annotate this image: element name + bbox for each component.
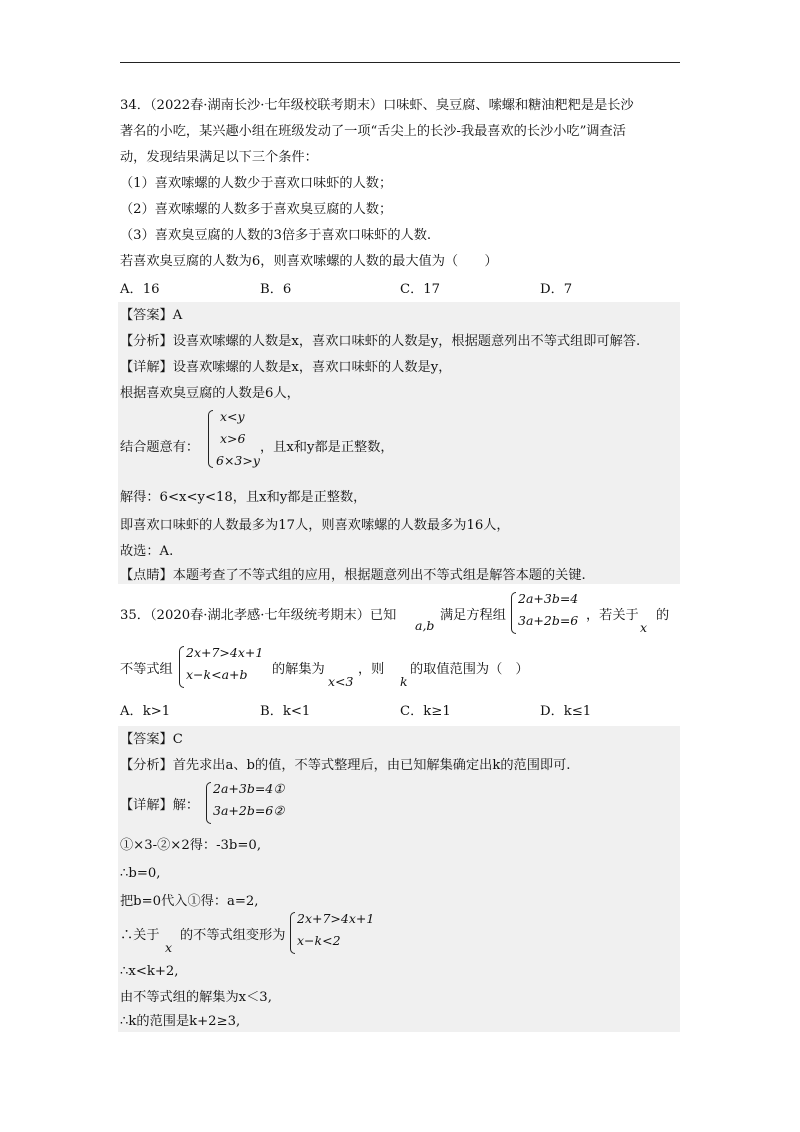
q35-line2-c: ，则 [358,662,385,677]
q35-answer: 【答案】C [120,732,183,747]
q35-step2: ∴b=0, [120,866,161,881]
q35-stem-b: 满足方程组 [440,608,506,623]
q34-system-row2: x>6 [220,431,246,446]
q35-system2-row1: 2x+7>4x+1 [186,645,264,660]
q35-step3: 把b=0代入①得：a=2, [120,894,259,909]
q35-solution-set: x<3 [328,674,354,689]
q35-system3-row2: 3a+2b=6② [213,803,285,818]
q34-condition-1: （1）喜欢嗦螺的人数少于喜欢口味虾的人数； [120,176,393,191]
q35-stem-d: 的 [656,608,670,623]
q34-option-a: A．16 [120,282,160,297]
q35-option-a: A．k>1 [120,704,171,719]
q35-analysis: 【分析】首先求出a、b的值，不等式整理后，由已知解集确定出k的范围即可. [120,758,571,773]
q35-system1-row1: 2a+3b=4 [518,591,579,606]
q35-system4-row2: x−k<2 [297,933,341,948]
q35-step7: ∴k的范围是k+2≥3, [120,1014,241,1029]
q34-solve: 解得：6<x<y<18，且x和y都是正整数， [120,490,367,505]
q35-x1: x [640,620,648,635]
q34-detail-line1: 【详解】设喜欢嗦螺的人数是x，喜欢口味虾的人数是y， [120,360,452,375]
q35-detail-label: 【详解】解： [120,798,200,813]
q35-line2-b: 的解集为 [272,662,325,677]
q35-line2-a: 不等式组 [120,662,173,677]
q34-stem-line2: 著名的小吃，某兴趣小组在班级发动了一项“舌尖上的长沙-我最喜欢的长沙小吃”调查活 [120,124,626,139]
q34-choose: 故选：A. [120,544,174,559]
q35-step1: ①×3-②×2得：-3b=0, [120,838,262,853]
q34-answer: 【答案】A [120,308,183,323]
q34-stem-line3: 动，发现结果满足以下三个条件： [120,150,318,165]
q35-step4-b: 的不等式组变形为 [180,928,286,943]
q35-option-c: C．k≥1 [400,704,451,719]
q34-analysis: 【分析】设喜欢嗦螺的人数是x，喜欢口味虾的人数是y，根据题意列出不等式组即可解答. [120,334,641,349]
q35-system2-brace [179,646,184,688]
q35-system3-brace [206,782,211,824]
q35-stem-a: 35．（2020春·湖北孝感·七年级统考期末）已知 [120,608,397,623]
q34-combine-label: 结合题意有： [120,440,200,455]
q35-line2-d: 的取值范围为（ ） [410,662,529,677]
q35-option-b: B．k<1 [260,704,311,719]
q34-condition-2: （2）喜欢嗦螺的人数多于喜欢臭豆腐的人数； [120,202,393,217]
q34-comment: 【点睛】本题考查了不等式组的应用，根据题意列出不等式组是解答本题的关键. [120,568,586,583]
q34-system-row1: x<y [220,409,245,424]
q34-condition-3: （3）喜欢臭豆腐的人数的3倍多于喜欢口味虾的人数. [120,228,432,243]
q35-k: k [400,674,408,689]
q35-step4-a: ∴关于 [120,928,160,943]
q34-system-brace [208,410,213,468]
q35-stem-c: ，若关于 [586,608,639,623]
q35-ab: a,b [415,618,435,633]
q34-stem-line1: 34．（2022春·湖南长沙·七年级校联考期末）口味虾、臭豆腐、嗦螺和糖油粑粑是是长沙 [120,98,634,113]
q35-system4-brace [290,912,295,954]
q35-step5: ∴x<k+2, [120,964,179,979]
q34-system-row3: 6×3>y [216,453,260,468]
q35-system3-row1: 2a+3b=4① [213,781,285,796]
q35-system4-row1: 2x+7>4x+1 [297,911,375,926]
q34-option-c: C．17 [400,282,441,297]
q34-detail-line2: 根据喜欢臭豆腐的人数是6人， [120,386,300,401]
q34-option-d: D．7 [540,282,573,297]
top-rule [120,62,680,63]
q35-step6: 由不等式组的解集为x＜3, [120,990,272,1005]
q34-conclusion: 即喜欢口味虾的人数最多为17人，则喜欢嗦螺的人数最多为16人， [120,518,510,533]
q35-option-d: D．k≤1 [540,704,592,719]
q35-x2: x [165,940,173,955]
q35-system1-brace [511,592,516,634]
q34-question: 若喜欢臭豆腐的人数为6，则喜欢嗦螺的人数的最大值为（ ） [120,254,498,269]
q34-option-b: B．6 [260,282,292,297]
q35-system2-row2: x−k<a+b [186,667,248,682]
q35-system1-row2: 3a+2b=6 [518,613,579,628]
q34-combine-tail: ，且x和y都是正整数， [260,440,394,455]
